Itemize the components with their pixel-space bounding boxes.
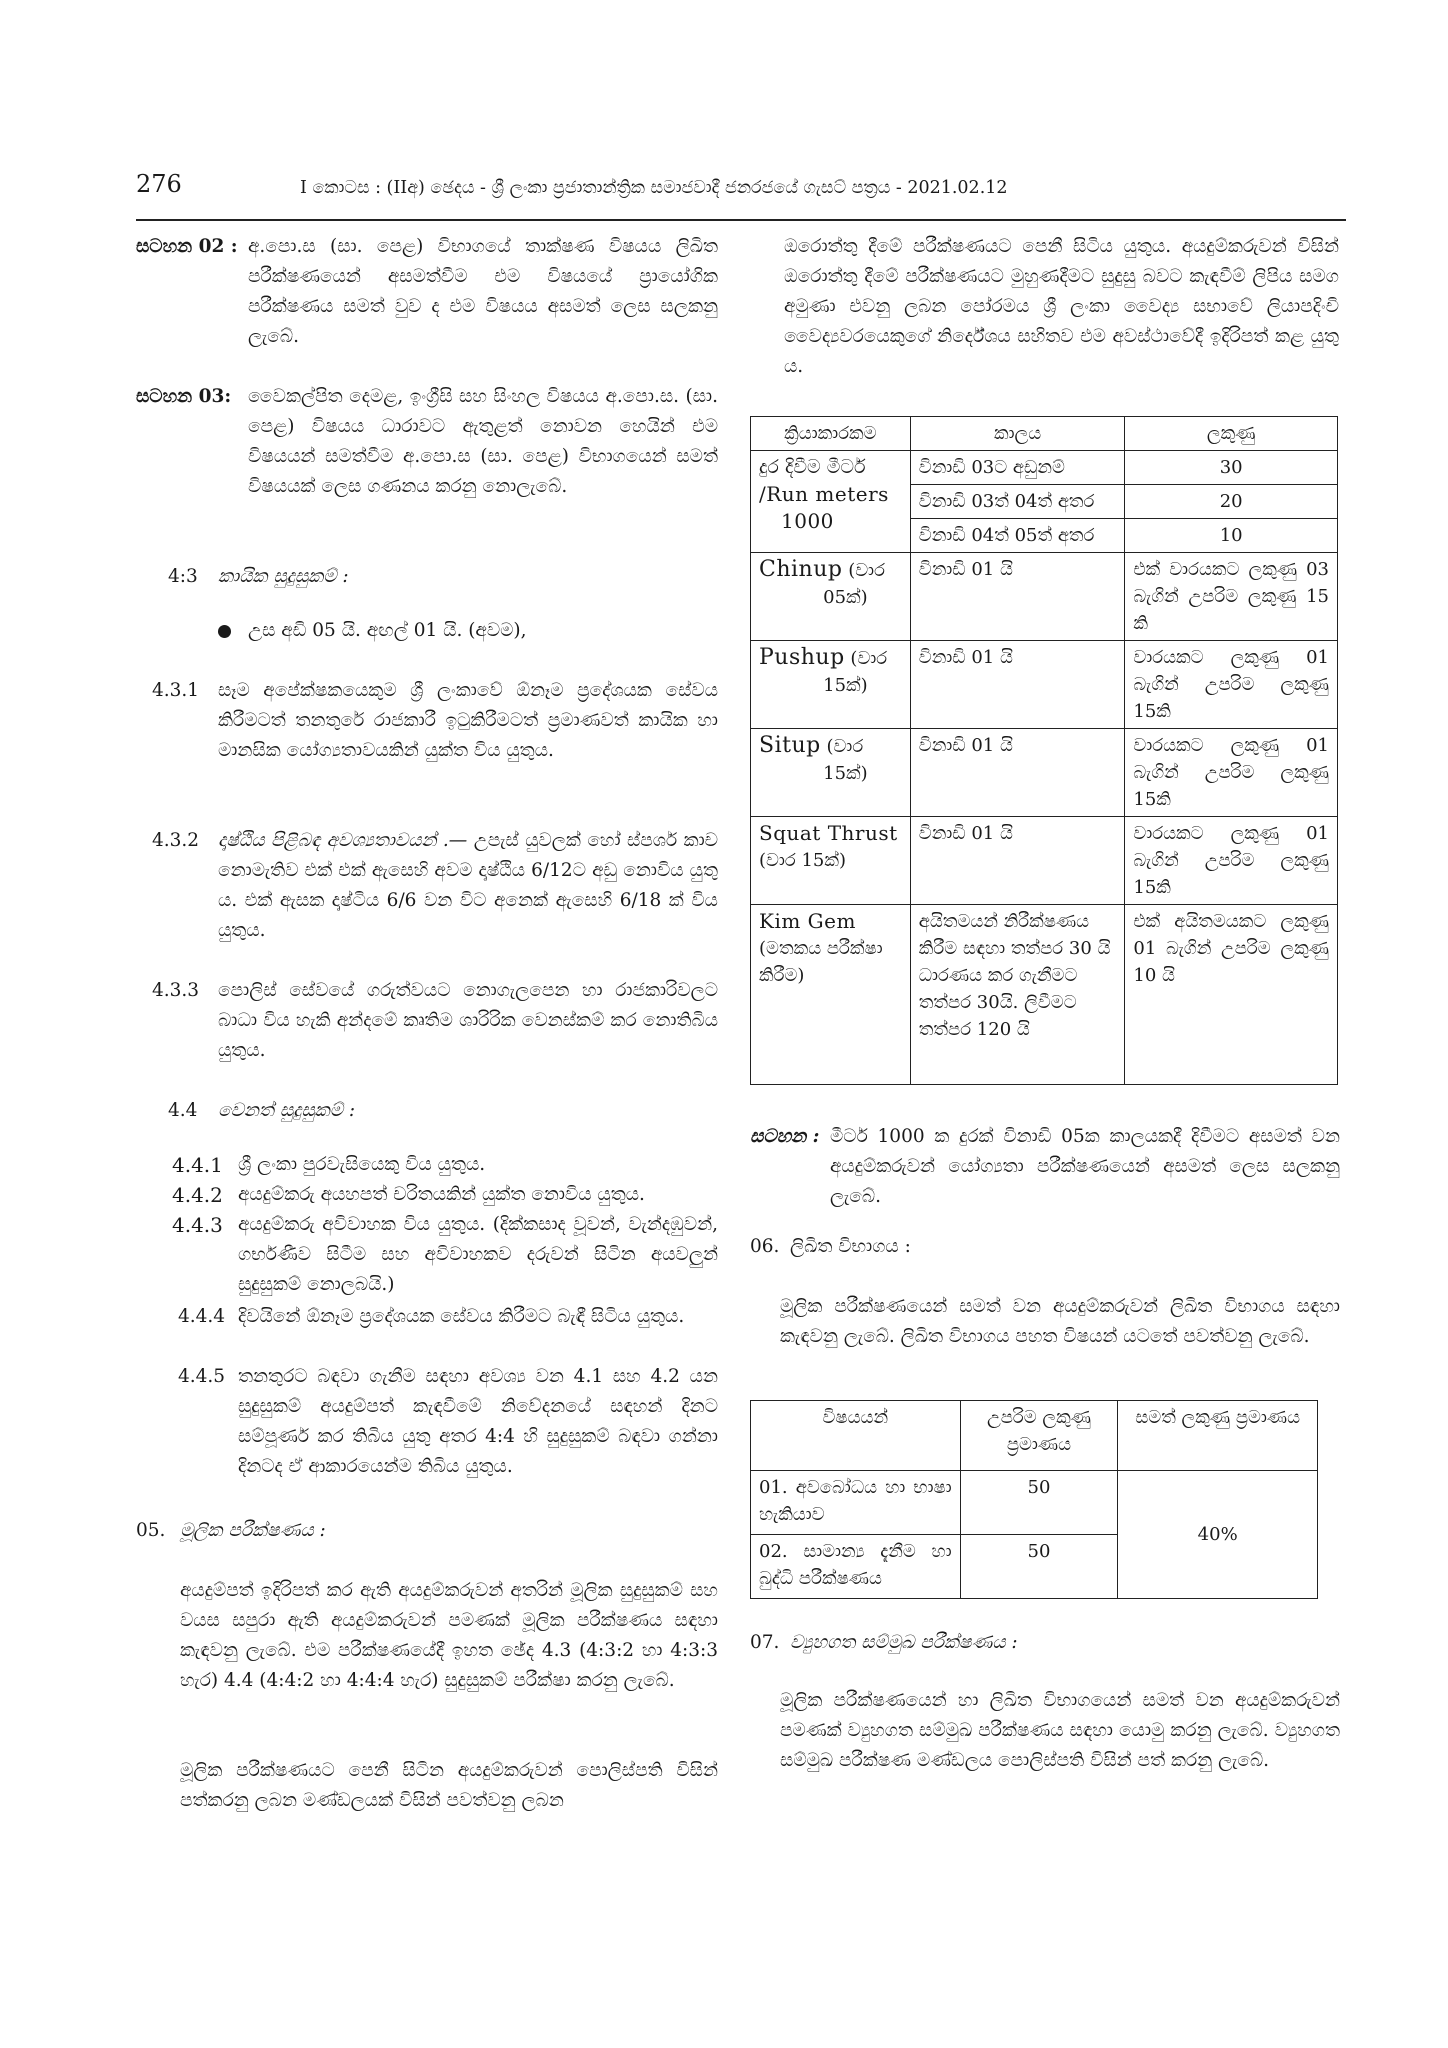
pushup-activity-cell [751,641,911,729]
situp-time: විනාඩි 01 යි [910,729,1125,817]
chinup-reps-count: 05ක්) [823,587,868,608]
run-marks-2: 20 [1125,485,1338,519]
run-note-text: මීටර් 1000 ක දුරක් විනාඩි 05ක කාලයකදී දිවීමට අසමත් වන අයදුම්කරුවන් යෝග්‍යතා පරීක්ෂණයෙන් අසමත් ලෙස සලකනු ලැබේ. [830,1126,1340,1207]
kim-game-activity-cell [751,905,911,1085]
run-time-1: විනාඩි 03ට අඩුනම් [910,451,1125,485]
table-row [751,905,1338,1085]
section-4-4-4-text: දිවයිනේ ඕනෑම ප්‍රදේශයක සේවය කිරීමට බැඳී සිටිය යුතුය. [238,1306,685,1327]
section-4-3-2-body [218,826,718,946]
section-4-3-1-number: 4.3.1 [152,680,200,701]
run-marks-3: 10 [1125,519,1338,553]
section-4-4-4-number: 4.4.4 [178,1306,226,1327]
pass-marks: 40% [1118,1471,1318,1599]
run-activity-num: 1000 [781,509,834,533]
table-row [751,641,1338,729]
chinup-marks: එක් වාරයකට ලකුණු 03 බැගින් උපරිම ලකුණු 15 කි [1125,553,1338,641]
subject-2-max-marks: 50 [960,1535,1118,1599]
run-note-label: සටහන : [750,1126,820,1147]
squat-activity-cell [751,817,911,905]
section-05-number: 05. [136,1520,166,1541]
section-4-4-title: වෙනත් සුදුසුකම් : [218,1100,356,1121]
run-time-2: විනාඩි 03ත් 04ත් අතර [910,485,1125,519]
section-4-4-3-number: 4.4.3 [172,1213,223,1237]
height-requirement: උස අඩි 05 යි. අඟල් 01 යි. (අවම), [248,620,527,641]
note-03-text: වෛකල්පිත දෙමළ, ඉංග්‍රීසි සහ සිංහල විෂයය අ.පො.ස. (සා. පෙළ) විෂයය ධාරාවට ඇතුළත් නොවන හෙයින් එම විෂයයන් සමත්වීම අ.පො.ස (සා. පෙළ) විභාගයෙන් සමත් විෂයයක් ලෙස ගණනය කරනු නොලැබේ. [248,386,719,497]
note-02-label: සටහන 02 : [136,236,238,257]
pushup-reps: (වාර [850,648,888,669]
section-4-3-title: කායික සුදුසුකම් : [218,566,349,587]
pushup-marks: වාරයකට ලකුණු 01 බැගින් උපරිම ලකුණු 15කි [1125,641,1338,729]
section-06-title: ලිඛිත විභාගය : [790,1236,911,1257]
kim-game-sub: (මතකය පරීක්ෂා කිරීම) [759,938,883,986]
kim-game-marks: එක් අයිතමයකට ලකුණු 01 බැගින් උපරිම ලකුණු 10 යි [1125,905,1338,1085]
run-time-3: විනාඩි 04ත් 05ත් අතර [910,519,1125,553]
section-05-title: මූලික පරීක්ෂණය : [180,1520,326,1541]
section-06-text: මූලික පරීක්ෂණයෙන් සමත් වන අයදුම්කරුවන් ලිඛිත විභාගය සඳහා කැඳවනු ලැබේ. ලිඛිත විභාගය පහත විෂයන් යටතේ පවත්වනු ලැබේ. [780,1296,1340,1347]
column-header-activity: ක්‍රියාකාරකම [751,417,911,451]
note-02-text: අ.පො.ස (සා. පෙළ) විභාගයේ තාක්ෂණ විෂයය ලිඛිත පරීක්ෂණයෙන් අසමත්වීම එම විෂයයේ ප්‍රායෝගික පරීක්ෂණය සමත් වුව ද එම විෂයය අසමත් ලෙස සලකනු ලැබේ. [248,236,718,347]
run-activity-en: /Run meters [759,482,889,506]
section-4-4-3-text: අයදුම්කරු අවිවාහක විය යුතුය. (දික්කසාද වූවන්, වැන්දඹුවන්, ගර්භණීව සිටීම සහ අවිවාහකව දරුවන් සිටින අයවලුන් සුදුසුකම් නොලබයි.) [238,1214,718,1295]
section-4-3-2-number: 4.3.2 [152,830,200,851]
run-activity-si: දුර දිවීම මීටර් [759,456,866,478]
section-4-4-1-number: 4.4.1 [172,1153,223,1177]
squat-time: විනාඩි 01 යි [910,817,1125,905]
section-07-text: මූලික පරීක්ෂණයෙන් හා ලිඛිත විභාගයෙන් සමත් වන අයදුම්කරුවන් පමණක් ව්‍යුහගත සම්මුඛ පරීක්ෂණය සඳහා යොමු කරනු ලැබේ. ව්‍යුහගත සම්මුඛ පරීක්ෂණ මණ්ඩලය පොලිස්පති විසින් පත් කරනු ලැබේ. [780,1690,1340,1771]
note-03-label: සටහන 03: [136,386,232,407]
column-header-time: කාලය [910,417,1125,451]
section-4-4-2-text: අයදුම්කරු අයහපත් චරිතයකින් යුක්ත නොවිය යුතුය. [238,1184,645,1205]
situp-marks: වාරයකට ලකුණු 01 බැගින් උපරිම ලකුණු 15කි [1125,729,1338,817]
endurance-test-paragraph: ඔරොත්තු දීමේ පරීක්ෂණයට පෙනී සිටිය යුතුය. අයදුම්කරුවන් විසින් ඔරොත්තු දීමේ පරීක්ෂණයට මුහුණදීමට සුදුසු බවට කැඳවීම් ලිපිය සමග අමුණා එවනු ලබන පෝරමය ශ්‍රී ලංකා වෛද්‍ය සභාවේ ලියාපදිංචි වෛද්‍යවරයෙකුගේ නිර්දේශය සහිතව එම අවස්ථාවේදී ඉදිරිපත් කළ යුතු ය. [784,236,1339,377]
table-row [751,729,1338,817]
pushup-name: Pushup [759,645,845,670]
table-row [751,1471,1318,1535]
run-marks-1: 30 [1125,451,1338,485]
subject-1: 01. අවබෝධය හා භාෂා හැකියාව [751,1471,961,1535]
section-4-4-2-number: 4.4.2 [172,1183,223,1207]
run-activity-cell [751,451,911,553]
section-4-3-1-text: සෑම අපේක්ෂකයෙකුම ශ්‍රී ලංකාවේ ඕනෑම ප්‍රදේශයක සේවය කිරීමටත් තනතුරේ රාජකාරී ඉටුකිරීමටත් ප්‍රමාණවත් කායික හා මානසික යෝග්‍යතාවයකින් යුක්ත විය යුතුය. [218,680,718,761]
fitness-test-table [750,416,1338,1085]
table-row [751,817,1338,905]
page-number: 276 [136,170,182,198]
pushup-reps-count: 15ක්) [823,675,868,696]
section-06-number: 06. [750,1236,780,1257]
column-header-subjects: විෂයයන් [751,1401,961,1471]
table-header-row [751,417,1338,451]
section-05-paragraph-1: අයදුම්පත් ඉදිරිපත් කර ඇති අයදුම්කරුවන් අතරින් මූලික සුදුසුකම් සහ වයස සපුරා ඇති අයදුම්කරුවන් පමණක් මූලික පරීක්ෂණය සඳහා කැඳවනු ලැබේ. එම පරීක්ෂණයේදී ඉහත ඡේද 4.3 (4:3:2 හා 4:3:3 හැර) 4.4 (4:4:2 හා 4:4:4 හැර) සුදුසුකම් පරීක්ෂා කරනු ලැබේ. [180,1580,718,1691]
section-4-3-3-text: පොලිස් සේවයේ ගරුත්වයට නොගැලපෙන හා රාජකාරිවලට බාධා විය හැකි අන්දමේ කෘතිම ශාරිරික වෙනස්කම් කර නොතිබිය යුතුය. [218,980,718,1061]
subject-2: 02. සාමාන්‍ය දැනීම හා බුද්ධි පරීක්ෂණය [751,1535,961,1599]
section-07-title: ව්‍යුහගත සම්මුඛ පරීක්ෂණය : [790,1632,1018,1653]
squat-marks: වාරයකට ලකුණු 01 බැගින් උපරිම ලකුණු 15කි [1125,817,1338,905]
situp-reps-count: 15ක්) [823,763,868,784]
section-05-paragraph-2: මූලික පරීක්ෂණයට පෙනී සිටින අයදුම්කරුවන් පොලිස්පති විසින් පත්කරනු ලබන මණ්ඩලයක් විසින් පවත්වනු ලබන [180,1760,718,1811]
situp-reps: (වාර [826,736,864,757]
header-rule [136,219,1346,221]
bullet-icon [218,625,231,638]
gazette-header-title: I කොටස : (IIඅ) ඡෙදය - ශ්‍රී ලංකා ප්‍රජාතාන්ත්‍රික සමාජවාදී ජනරජයේ ගැසට් පත්‍රය - 2021.02.12 [300,178,1008,198]
table-header-row [751,1401,1318,1471]
chinup-activity-cell [751,553,911,641]
subject-1-max-marks: 50 [960,1471,1118,1535]
written-exam-table [750,1400,1318,1599]
section-4-3-2-title: දෘෂ්ඨිය පිළිබඳ අවශ්‍යතාවයන් .— [218,830,468,851]
table-row [751,451,1338,485]
section-4-4-1-text: ශ්‍රී ලංකා පුරවැසියෙකු විය යුතුය. [238,1154,486,1175]
column-header-marks: ලකුණු [1125,417,1338,451]
kim-game-name: Kim Gem [759,909,856,933]
pushup-time: විනාඩි 01 යි [910,641,1125,729]
table-row [751,553,1338,641]
situp-name: Situp [759,733,821,758]
situp-activity-cell [751,729,911,817]
section-4-3-3-number: 4.3.3 [152,980,200,1001]
section-4-3-number: 4:3 [168,566,198,587]
section-4-4-5-text: තනතුරට බඳවා ගැනීම සඳහා අවශ්‍ය වන 4.1 සහ 4.2 යන සුදුසුකම් අයදුම්පත් කැඳවීමේ නිවේදනයේ සඳහන් දිනට සම්පූර්ණ කර තිබිය යුතු අතර 4:4 හි සුදුසුකම් බඳවා ගන්නා දිනටද ඒ ආකාරයෙන්ම තිබිය යුතුය. [238,1366,718,1477]
section-4-4-number: 4.4 [168,1100,198,1121]
kim-game-time: අයිතමයන් නිරීක්ෂණය කිරීම සඳහා තත්පර 30 යි ධාරණය කර ගැනීමට තත්පර 30යි. ලිවීමට තත්පර 120 යි [910,905,1125,1085]
section-4-4-5-number: 4.4.5 [178,1366,226,1387]
chinup-reps: (වාර [848,560,885,581]
chinup-name: Chinup [759,557,843,582]
section-07-number: 07. [750,1632,780,1653]
chinup-time: විනාඩි 01 යි [910,553,1125,641]
squat-reps: (වාර 15ක්) [759,850,847,871]
column-header-pass-marks: සමත් ලකුණු ප්‍රමාණය [1118,1401,1318,1471]
column-header-max-marks: උපරිම ලකුණු ප්‍රමාණය [960,1401,1118,1471]
squat-name: Squat Thrust [759,821,898,845]
section-4-3-2-text: උපැස් යුවලක් හෝ ස්පර්ශ කාච නොමැතිව එක් එක් ඇසෙහි අවම දෘෂ්ඨිය 6/12ට අඩු නොවිය යුතු ය. එක් ඇසක දෘෂ්ටිය 6/6 වන විට අනෙක් ඇසෙහි 6/18 ක් විය යුතුය. [218,830,719,941]
